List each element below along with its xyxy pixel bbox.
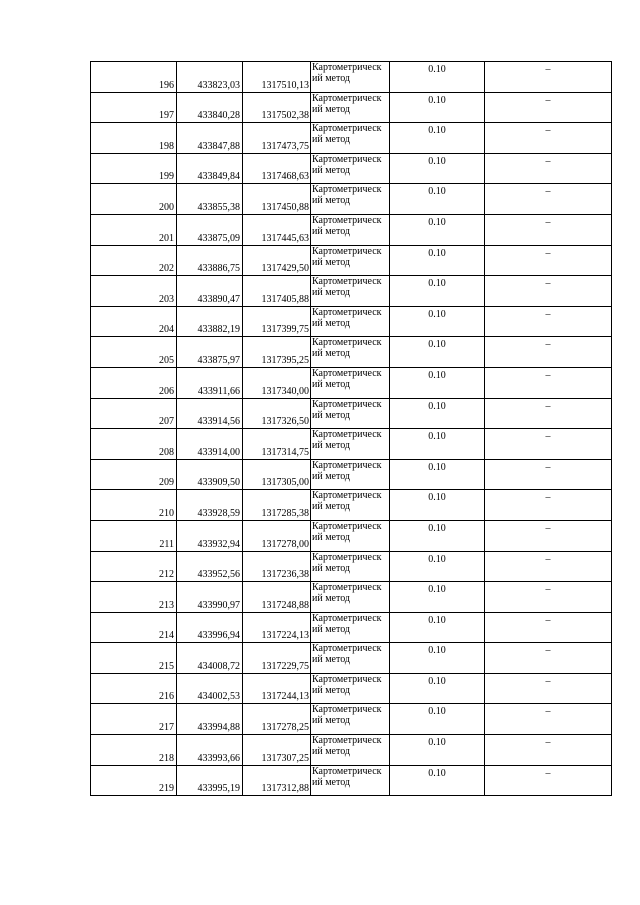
- method-cell: [311, 765, 390, 796]
- point-number-cell: 219: [91, 765, 177, 796]
- table-row: [91, 490, 612, 521]
- y-coordinate-cell: 1317340,00: [243, 367, 311, 398]
- accuracy-cell: 0.10: [390, 306, 485, 337]
- x-coordinate-cell: 433994,88: [177, 704, 243, 735]
- table-row: [91, 398, 612, 429]
- method-line-2: ий метод: [312, 195, 351, 207]
- point-number-cell: 199: [91, 153, 177, 184]
- method-line-1: Картометрическ: [312, 367, 382, 379]
- table-row: [91, 184, 612, 215]
- method-cell: [311, 62, 390, 93]
- method-cell: [311, 337, 390, 368]
- method-cell: [311, 612, 390, 643]
- point-number-cell: 208: [91, 429, 177, 460]
- y-coordinate-cell: 1317236,38: [243, 551, 311, 582]
- accuracy-cell: 0.10: [390, 214, 485, 245]
- method-line-2: ий метод: [312, 73, 351, 84]
- method-line-1: Картометрическ: [312, 92, 382, 104]
- method-line-2: ий метод: [312, 409, 351, 421]
- method-line-1: Картометрическ: [312, 765, 382, 777]
- table-row: [91, 673, 612, 704]
- note-cell: –: [485, 673, 612, 704]
- note-cell: –: [485, 704, 612, 735]
- x-coordinate-cell: 433914,00: [177, 429, 243, 460]
- point-number-cell: 197: [91, 92, 177, 123]
- note-cell: –: [485, 123, 612, 154]
- x-coordinate-cell: 433890,47: [177, 276, 243, 307]
- accuracy-cell: 0.10: [390, 551, 485, 582]
- point-number-cell: 216: [91, 673, 177, 704]
- note-cell: –: [485, 92, 612, 123]
- note-cell: –: [485, 520, 612, 551]
- table-row: [91, 551, 612, 582]
- note-cell: –: [485, 153, 612, 184]
- point-number-cell: 212: [91, 551, 177, 582]
- table-row: [91, 123, 612, 154]
- method-line-2: ий метод: [312, 593, 351, 605]
- method-cell: [311, 92, 390, 123]
- accuracy-cell: 0.10: [390, 612, 485, 643]
- note-cell: –: [485, 735, 612, 766]
- note-cell: –: [485, 612, 612, 643]
- method-line-2: ий метод: [312, 164, 351, 176]
- y-coordinate-cell: 1317244,13: [243, 673, 311, 704]
- y-coordinate-cell: 1317224,13: [243, 612, 311, 643]
- method-line-1: Картометрическ: [312, 214, 382, 226]
- note-cell: –: [485, 459, 612, 490]
- method-line-2: ий метод: [312, 440, 351, 452]
- x-coordinate-cell: 433995,19: [177, 765, 243, 796]
- point-number-cell: 202: [91, 245, 177, 276]
- accuracy-cell: 0.10: [390, 704, 485, 735]
- y-coordinate-cell: 1317450,88: [243, 184, 311, 215]
- point-number-cell: 206: [91, 367, 177, 398]
- table-row: [91, 245, 612, 276]
- method-cell: [311, 582, 390, 613]
- table-row: [91, 704, 612, 735]
- method-line-1: Картометрическ: [312, 276, 382, 288]
- method-line-1: Картометрическ: [312, 551, 382, 563]
- y-coordinate-cell: 1317229,75: [243, 643, 311, 674]
- method-cell: [311, 673, 390, 704]
- table-body: [91, 62, 612, 796]
- method-cell: [311, 214, 390, 245]
- method-line-1: Картометрическ: [312, 612, 382, 624]
- accuracy-cell: 0.10: [390, 673, 485, 704]
- accuracy-cell: 0.10: [390, 62, 485, 93]
- method-line-1: Картометрическ: [312, 306, 382, 318]
- point-number-cell: 218: [91, 735, 177, 766]
- method-line-1: Картометрическ: [312, 735, 382, 747]
- x-coordinate-cell: 433855,38: [177, 184, 243, 215]
- table-row: [91, 765, 612, 796]
- x-coordinate-cell: 433909,50: [177, 459, 243, 490]
- note-cell: –: [485, 367, 612, 398]
- note-cell: –: [485, 337, 612, 368]
- method-line-2: ий метод: [312, 684, 351, 696]
- y-coordinate-cell: 1317248,88: [243, 582, 311, 613]
- method-cell: [311, 704, 390, 735]
- table-row: [91, 612, 612, 643]
- method-line-2: ий метод: [312, 256, 351, 268]
- method-line-2: ий метод: [312, 287, 351, 299]
- accuracy-cell: 0.10: [390, 123, 485, 154]
- method-line-1: Картометрическ: [312, 62, 382, 73]
- accuracy-cell: 0.10: [390, 765, 485, 796]
- method-line-2: ий метод: [312, 776, 351, 788]
- y-coordinate-cell: 1317510,13: [243, 62, 311, 93]
- method-cell: [311, 398, 390, 429]
- table-row: [91, 459, 612, 490]
- accuracy-cell: 0.10: [390, 643, 485, 674]
- note-cell: –: [485, 62, 612, 93]
- method-line-2: ий метод: [312, 501, 351, 513]
- x-coordinate-cell: 433911,66: [177, 367, 243, 398]
- y-coordinate-cell: 1317278,25: [243, 704, 311, 735]
- point-number-cell: 207: [91, 398, 177, 429]
- note-cell: –: [485, 551, 612, 582]
- note-cell: –: [485, 245, 612, 276]
- point-number-cell: 200: [91, 184, 177, 215]
- table-row: [91, 92, 612, 123]
- note-cell: –: [485, 429, 612, 460]
- point-number-cell: 204: [91, 306, 177, 337]
- y-coordinate-cell: 1317502,38: [243, 92, 311, 123]
- method-line-2: ий метод: [312, 225, 351, 237]
- accuracy-cell: 0.10: [390, 184, 485, 215]
- x-coordinate-cell: 433849,84: [177, 153, 243, 184]
- table-row: [91, 582, 612, 613]
- accuracy-cell: 0.10: [390, 582, 485, 613]
- accuracy-cell: 0.10: [390, 459, 485, 490]
- accuracy-cell: 0.10: [390, 398, 485, 429]
- y-coordinate-cell: 1317314,75: [243, 429, 311, 460]
- x-coordinate-cell: 433882,19: [177, 306, 243, 337]
- method-line-1: Картометрическ: [312, 673, 382, 685]
- method-line-2: ий метод: [312, 317, 351, 329]
- method-line-2: ий метод: [312, 378, 351, 390]
- point-number-cell: 196: [91, 62, 177, 93]
- x-coordinate-cell: 433993,66: [177, 735, 243, 766]
- method-line-2: ий метод: [312, 746, 351, 758]
- point-number-cell: 213: [91, 582, 177, 613]
- table-row: [91, 520, 612, 551]
- note-cell: –: [485, 214, 612, 245]
- accuracy-cell: 0.10: [390, 490, 485, 521]
- point-number-cell: 209: [91, 459, 177, 490]
- y-coordinate-cell: 1317278,00: [243, 520, 311, 551]
- table-row: [91, 643, 612, 674]
- method-line-1: Картометрическ: [312, 184, 382, 196]
- method-line-2: ий метод: [312, 654, 351, 666]
- method-line-1: Картометрическ: [312, 490, 382, 502]
- table-row: [91, 62, 612, 93]
- y-coordinate-cell: 1317405,88: [243, 276, 311, 307]
- y-coordinate-cell: 1317395,25: [243, 337, 311, 368]
- y-coordinate-cell: 1317307,25: [243, 735, 311, 766]
- point-number-cell: 217: [91, 704, 177, 735]
- accuracy-cell: 0.10: [390, 153, 485, 184]
- method-cell: [311, 520, 390, 551]
- method-line-2: ий метод: [312, 103, 351, 115]
- x-coordinate-cell: 433875,09: [177, 214, 243, 245]
- method-cell: [311, 153, 390, 184]
- method-cell: [311, 643, 390, 674]
- x-coordinate-cell: 433886,75: [177, 245, 243, 276]
- method-line-2: ий метод: [312, 531, 351, 543]
- method-line-2: ий метод: [312, 562, 351, 574]
- method-line-1: Картометрическ: [312, 153, 382, 165]
- method-line-1: Картометрическ: [312, 582, 382, 594]
- method-line-1: Картометрическ: [312, 429, 382, 441]
- point-number-cell: 215: [91, 643, 177, 674]
- y-coordinate-cell: 1317399,75: [243, 306, 311, 337]
- x-coordinate-cell: 434002,53: [177, 673, 243, 704]
- method-line-1: Картометрическ: [312, 245, 382, 257]
- method-line-1: Картометрическ: [312, 643, 382, 655]
- y-coordinate-cell: 1317326,50: [243, 398, 311, 429]
- method-cell: [311, 123, 390, 154]
- method-cell: [311, 245, 390, 276]
- x-coordinate-cell: 433990,97: [177, 582, 243, 613]
- note-cell: –: [485, 582, 612, 613]
- x-coordinate-cell: 433996,94: [177, 612, 243, 643]
- method-line-1: Картометрическ: [312, 398, 382, 410]
- y-coordinate-cell: 1317473,75: [243, 123, 311, 154]
- y-coordinate-cell: 1317285,38: [243, 490, 311, 521]
- method-line-2: ий метод: [312, 348, 351, 360]
- table-row: [91, 429, 612, 460]
- note-cell: –: [485, 276, 612, 307]
- table-row: [91, 153, 612, 184]
- method-cell: [311, 367, 390, 398]
- point-number-cell: 214: [91, 612, 177, 643]
- x-coordinate-cell: 434008,72: [177, 643, 243, 674]
- accuracy-cell: 0.10: [390, 245, 485, 276]
- table-row: [91, 276, 612, 307]
- table-row: [91, 735, 612, 766]
- method-line-2: ий метод: [312, 623, 351, 635]
- method-line-2: ий метод: [312, 134, 351, 146]
- method-cell: [311, 276, 390, 307]
- x-coordinate-cell: 433875,97: [177, 337, 243, 368]
- x-coordinate-cell: 433823,03: [177, 62, 243, 93]
- method-cell: [311, 429, 390, 460]
- method-line-2: ий метод: [312, 715, 351, 727]
- note-cell: –: [485, 490, 612, 521]
- method-line-1: Картометрическ: [312, 459, 382, 471]
- accuracy-cell: 0.10: [390, 276, 485, 307]
- x-coordinate-cell: 433914,56: [177, 398, 243, 429]
- x-coordinate-cell: 433840,28: [177, 92, 243, 123]
- x-coordinate-cell: 433847,88: [177, 123, 243, 154]
- accuracy-cell: 0.10: [390, 429, 485, 460]
- note-cell: –: [485, 643, 612, 674]
- accuracy-cell: 0.10: [390, 735, 485, 766]
- point-number-cell: 210: [91, 490, 177, 521]
- method-line-1: Картометрическ: [312, 123, 382, 135]
- point-number-cell: 205: [91, 337, 177, 368]
- method-line-2: ий метод: [312, 470, 351, 482]
- method-cell: [311, 306, 390, 337]
- x-coordinate-cell: 433952,56: [177, 551, 243, 582]
- x-coordinate-cell: 433928,59: [177, 490, 243, 521]
- table-row: [91, 337, 612, 368]
- accuracy-cell: 0.10: [390, 367, 485, 398]
- table-row: [91, 306, 612, 337]
- point-number-cell: 198: [91, 123, 177, 154]
- method-cell: [311, 735, 390, 766]
- note-cell: –: [485, 765, 612, 796]
- coordinates-table: [90, 61, 612, 796]
- y-coordinate-cell: 1317429,50: [243, 245, 311, 276]
- x-coordinate-cell: 433932,94: [177, 520, 243, 551]
- y-coordinate-cell: 1317305,00: [243, 459, 311, 490]
- method-cell: [311, 490, 390, 521]
- y-coordinate-cell: 1317445,63: [243, 214, 311, 245]
- point-number-cell: 203: [91, 276, 177, 307]
- point-number-cell: 211: [91, 520, 177, 551]
- note-cell: –: [485, 184, 612, 215]
- method-cell: [311, 459, 390, 490]
- method-line-1: Картометрическ: [312, 520, 382, 532]
- method-line-1: Картометрическ: [312, 337, 382, 349]
- table-row: [91, 214, 612, 245]
- note-cell: –: [485, 306, 612, 337]
- method-cell: [311, 551, 390, 582]
- method-line-1: Картометрическ: [312, 704, 382, 716]
- note-cell: –: [485, 398, 612, 429]
- y-coordinate-cell: 1317468,63: [243, 153, 311, 184]
- method-cell: [311, 184, 390, 215]
- accuracy-cell: 0.10: [390, 520, 485, 551]
- accuracy-cell: 0.10: [390, 337, 485, 368]
- point-number-cell: 201: [91, 214, 177, 245]
- table-row: [91, 367, 612, 398]
- y-coordinate-cell: 1317312,88: [243, 765, 311, 796]
- accuracy-cell: 0.10: [390, 92, 485, 123]
